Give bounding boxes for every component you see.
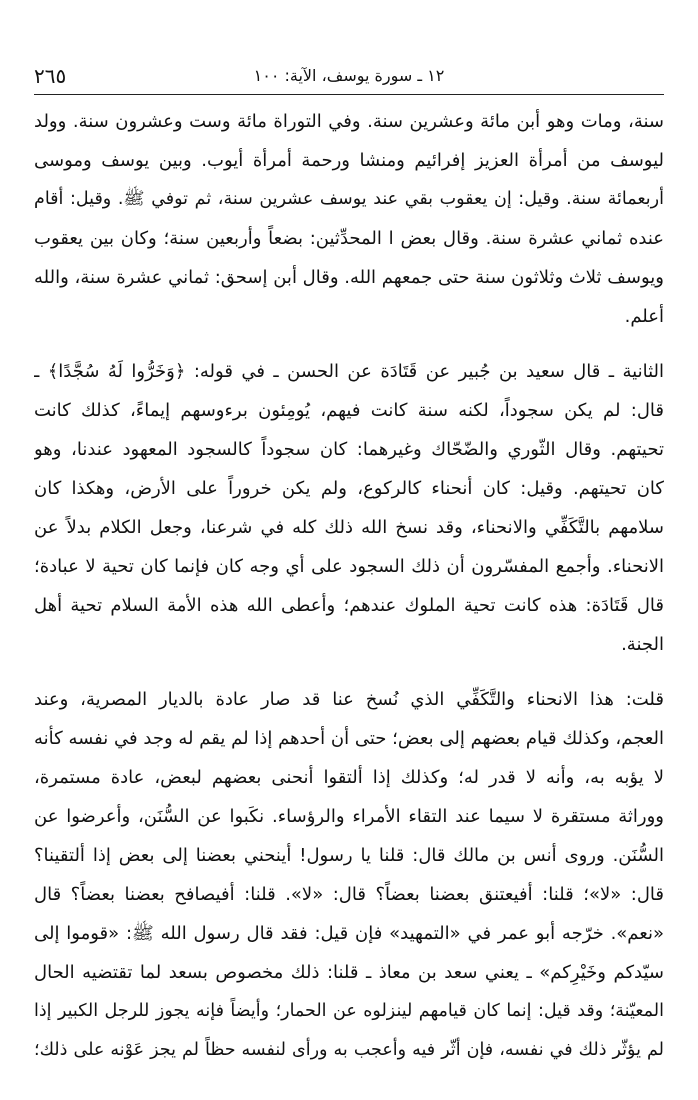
text-line: الثانية ـ قال سعيد بن جُبير عن قَتَادَة عن الحسن ـ في قوله: ﴿وَخَرُّوا لَهُ سُجَّدًا﴾ ـ [34, 361, 664, 382]
text-line: العجم، وكذلك قيام بعضهم إلى بعض؛ حتى أن أحدهم إذا لم يقم له وجد في نفسه كأنه [34, 728, 664, 749]
text-line: قلت: هذا الانحناء والتَّكَفِّي الذي نُسخ عنا قد صار عادة بالديار المصرية، وعند [34, 689, 664, 710]
text-line: سلامهم بالتَّكَفِّي والانحناء، وقد نسخ الله ذلك كله في شرعنا، وجعل الكلام بدلاً عن [34, 517, 664, 538]
text-line: قال: لم يكن سجوداً، لكنه سنة كانت فيهم، يُومِئون برءوسهم إيماءً، كذلك كانت [34, 400, 664, 421]
page-header [34, 62, 664, 95]
text-line: قال قَتَادَة: هذه كانت تحية الملوك عندهم؛ وأعطى الله هذه الأمة السلام تحية أهل [34, 595, 664, 616]
text-line: ووراثة مستقرة لا سيما عند التقاء الأمراء والرؤساء. نكَبوا عن السُّنَن، وأعرضوا عن [34, 806, 664, 827]
running-title: ١٢ ـ سورة يوسف، الآية: ١٠٠ [253, 66, 445, 85]
text-line: الجنة. [621, 634, 664, 655]
text-line: سنة، ومات وهو أبن مائة وعشرين سنة. وفي التوراة مائة وست وعشرون سنة. وولد [34, 111, 664, 132]
paragraph-1 [34, 102, 664, 336]
text-line: «نعم». خرّجه أبو عمر في «التمهيد» فإن قيل: فقد قال رسول الله ﷺ: «قوموا إلى [34, 923, 664, 944]
page-number: ٢٦٥ [34, 64, 67, 88]
text-line: الانحناء. وأجمع المفسّرون أن ذلك السجود على أي وجه كان فإنما كان تحية لا عبادة؛ [34, 556, 664, 577]
paragraph-gap [34, 664, 664, 680]
paragraph-3 [34, 680, 664, 1070]
text-line: ويوسف ثلاث وثلاثون سنة حتى جمعهم الله. وقال أبن إسحق: ثماني عشرة سنة، والله [34, 267, 664, 288]
text-line: السُّنَن. وروى أنس بن مالك قال: قلنا يا رسول! أينحني بعضنا إلى بعض إذا ألتقينا؟ [34, 845, 664, 866]
text-line: أربعمائة سنة. وقيل: إن يعقوب بقي عند يوسف عشرين سنة، ثم توفي ﷺ. وقيل: أقام [34, 189, 664, 209]
text-line: لم يؤثّر ذلك في نفسه، فإن أثّر فيه وأعجب به ورأى لنفسه حظاً لم يجز عَوْنه على ذلك؛ [34, 1040, 664, 1060]
text-line: لا يؤبه به، وأنه لا قدر له؛ وكذلك إذا ألتقوا أنحنى بعضهم لبعض، عادة مستمرة، [34, 767, 664, 788]
body-text [34, 102, 664, 1070]
text-line: قال: «لا»؛ قلنا: أفيعتنق بعضنا بعضاً؟ قال: «لا». قلنا: أفيصافح بعضنا بعضاً؟ قال [34, 884, 664, 905]
text-line: كان تحيتهم. وقيل: كان أنحناء كالركوع، ولم يكن خروراً على الأرض، وهكذا كان [34, 478, 664, 499]
text-line: أعلم. [624, 306, 664, 327]
text-line: ليوسف من أمرأة العزيز إفرائيم ومنشا ورحمة أمرأة أيوب. وبين يوسف وموسى [34, 150, 664, 171]
text-line: تحيتهم. وقال الثّوري والضّحّاك وغيرهما: كان سجوداً كالسجود المعهود عندنا، وهو [34, 439, 664, 460]
text-line: سيّدكم وخَيْرِكم» ـ يعني سعد بن معاذ ـ قلنا: ذلك مخصوص بسعد لما تقتضيه الحال [34, 962, 664, 983]
paragraph-gap [34, 336, 664, 352]
text-line: المعيّنة؛ وقد قيل: إنما كان قيامهم لينزلوه عن الحمار؛ وأيضاً فإنه يجوز للرجل الكبير إذا [34, 1001, 664, 1021]
text-line: عنده ثماني عشرة سنة. وقال بعض ا المحدِّثين: بضعاً وأربعين سنة؛ وكان بين يعقوب [34, 228, 664, 249]
paragraph-2 [34, 352, 664, 664]
